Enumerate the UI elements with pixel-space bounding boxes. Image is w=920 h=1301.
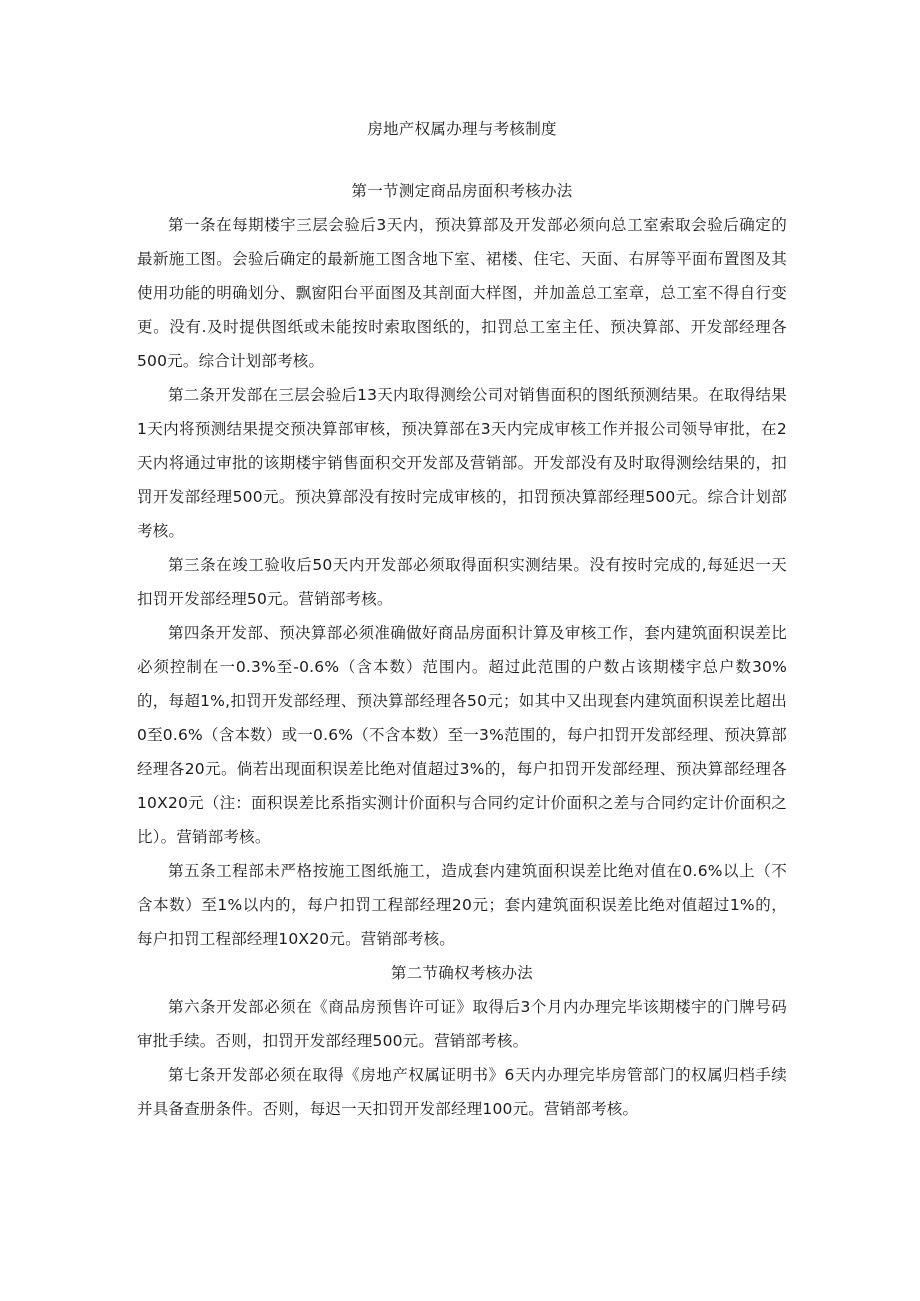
document-page [137,112,787,1126]
section-heading: 第二节确权考核办法 [390,964,534,982]
article-1: 第一条在每期楼宇三层会验后3天内，预决算部及开发部必须向总工室索取会验后确定的最新施工图。会验后确定的最新施工图含地下室、裙楼、住宅、天面、右屏等平面布置图及其使用功能的明确划分、飘窗阳台平面图及其剖面大样图，并加盖总工室章，总工室不得自行变更。没有.及时提供图纸或未能按时索取图纸的，扣罚总工室主任、预决算部、开发部经理各500元。综合计划部考核。 [137,216,787,370]
section-heading: 第一节测定商品房面积考核办法 [351,182,573,200]
article-4: 第四条开发部、预决算部必须准确做好商品房面积计算及审核工作，套内建筑面积误差比必须控制在一0.3%至-0.6%（含本数）范围内。超过此范围的户数占该期楼宇总户数30%的，每超1%,扣罚开发部经理、预决算部经理各50元；如其中又出现套内建筑面积误差比超出0至0.6%（含本数）或一0.6%（不含本数）至一3%范围的，每户扣罚开发部经理、预决算部经理各20元。倘若出现面积误差比绝对值超过3%的，每户扣罚开发部经理、预决算部经理各10X20元（注：面积误差比系指实测计价面积与合同约定计价面积之差与合同约定计价面积之比）。营销部考核。 [137,624,787,846]
section-2 [137,956,787,1126]
article-7: 第七条开发部必须在取得《房地产权属证明书》6天内办理完毕房管部门的权属归档手续并具备查册条件。否则，每迟一天扣罚开发部经理100元。营销部考核。 [137,1066,787,1118]
article-6: 第六条开发部必须在《商品房预售许可证》取得后3个月内办理完毕该期楼宇的门牌号码审批手续。否则，扣罚开发部经理500元。营销部考核。 [137,998,787,1050]
document-title: 房地产权属办理与考核制度 [367,120,557,138]
article-3: 第三条在竣工验收后50天内开发部必须取得面积实测结果。没有按时完成的,每延迟一天扣罚开发部经理50元。营销部考核。 [137,556,787,608]
article-2: 第二条开发部在三层会验后13天内取得测绘公司对销售面积的图纸预测结果。在取得结果1天内将预测结果提交预决算部审核，预决算部在3天内完成审核工作并报公司领导审批，在2天内将通过审批的该期楼宇销售面积交开发部及营销部。开发部没有及时取得测绘结果的，扣罚开发部经理500元。预决算部没有按时完成审核的，扣罚预决算部经理500元。综合计划部考核。 [137,386,787,540]
section-1 [137,174,787,956]
article-5: 第五条工程部未严格按施工图纸施工，造成套内建筑面积误差比绝对值在0.6%以上（不含本数）至1%以内的，每户扣罚工程部经理20元；套内建筑面积误差比绝对值超过1%的，每户扣罚工程部经理10X20元。营销部考核。 [137,862,787,948]
